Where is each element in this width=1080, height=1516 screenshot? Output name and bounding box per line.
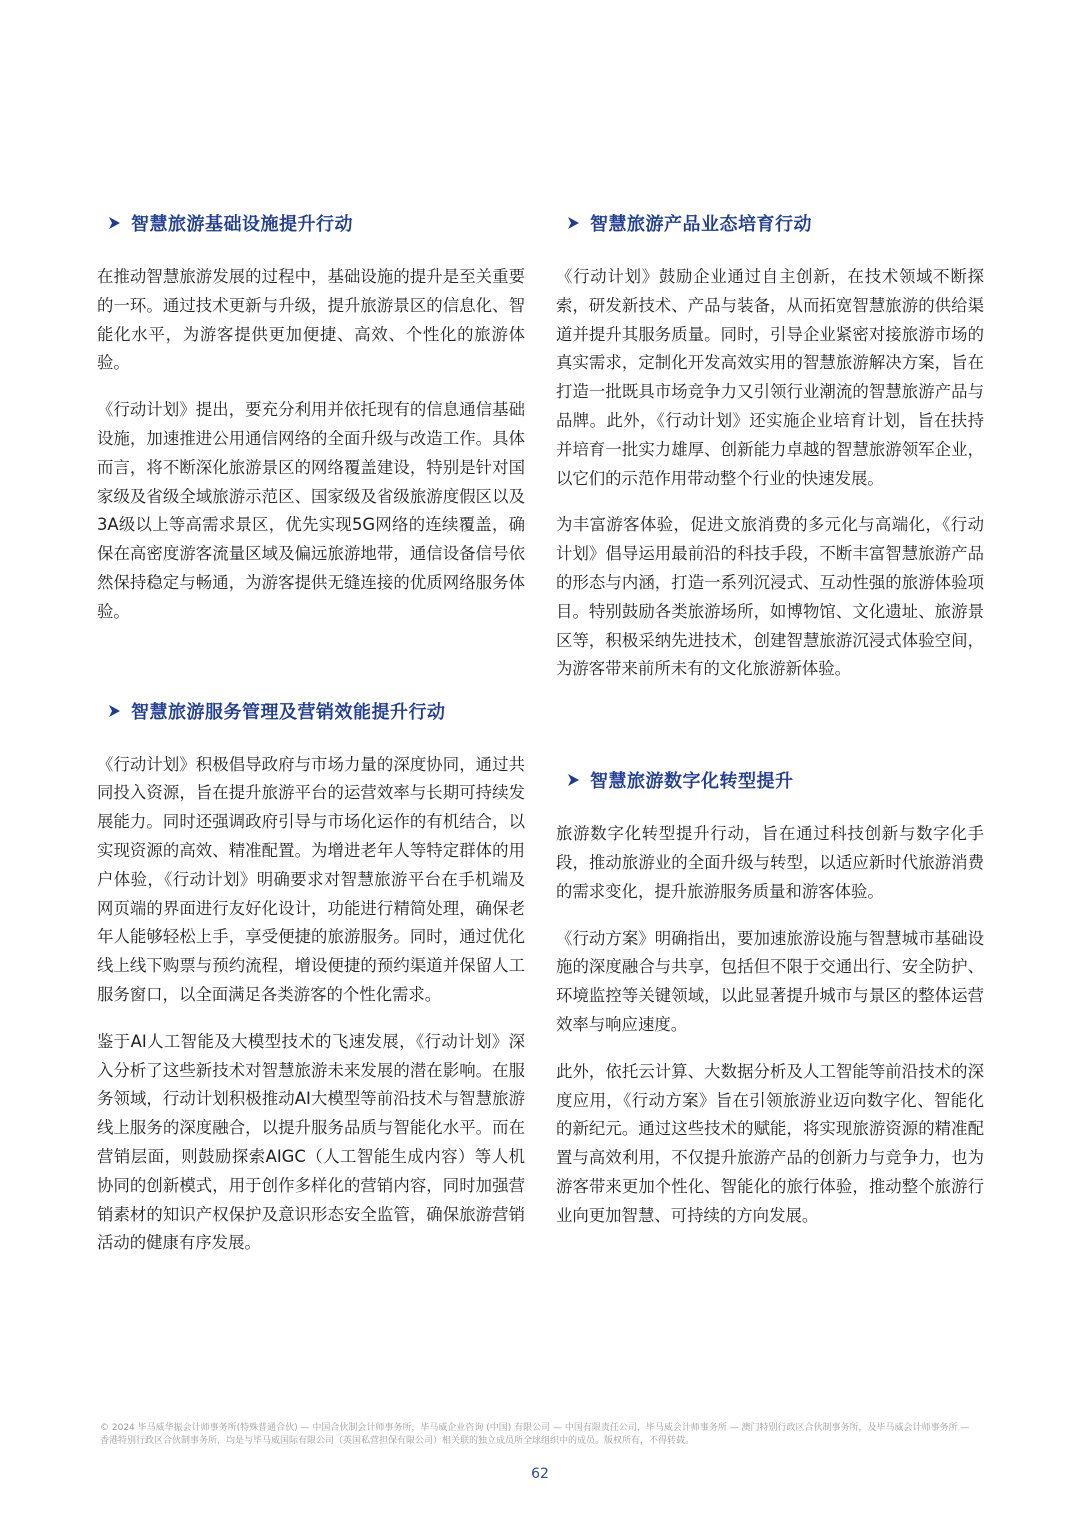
arrow-right-icon <box>566 216 580 230</box>
section-heading-text: 智慧旅游服务管理及营销效能提升行动 <box>131 701 446 723</box>
paragraph: 为丰富游客体验，促进文旅消费的多元化与高端化，《行动计划》倡导运用最前沿的科技手段，不断丰富智慧旅游产品的形态与内涵，打造一系列沉浸式、互动性强的旅游体验项目。特别鼓励各类旅游场所，如博物馆、文化遗址、旅游景区等，积极采纳先进技术，创建智慧旅游沉浸式体验空间，为游客带来前所未有的文化旅游新体验。 <box>556 515 984 679</box>
paragraph: 《行动计划》积极倡导政府与市场力量的深度协同，通过共同投入资源，旨在提升旅游平台的运营效率与长期可持续发展能力。同时还强调政府引导与市场化运作的有机结合，以实现资源的高效、精准配置。为增进老年人等特定群体的用户体验，《行动计划》明确要求对智慧旅游平台在手机端及网页端的界面进行友好化设计，功能进行精简处理，确保老年人能够轻松上手，享受便捷的旅游服务。同时，通过优化线上线下购票与预约流程，增设便捷的预约渠道并保留人工服务窗口，以全面满足各类游客的个性化需求。 <box>97 754 525 1004</box>
paragraph: 《行动计划》鼓励企业通过自主创新，在技术领域不断探索，研发新技术、产品与装备，从而拓宽智慧旅游的供给渠道并提升其服务质量。同时，引导企业紧密对接旅游市场的真实需求，定制化开发高效实用的智慧旅游解决方案，旨在打造一批既具市场竞争力又引领行业潮流的智慧旅游产品与品牌。此外，《行动计划》还实施企业培育计划，旨在扶持并培育一批实力雄厚、创新能力卓越的智慧旅游领军企业，以它们的示范作用带动整个行业的快速发展。 <box>556 267 984 488</box>
paragraph: 鉴于AI人工智能及大模型技术的飞速发展，《行动计划》深入分析了这些新技术对智慧旅游未来发展的潜在影响。在服务领域，行动计划积极推动AI大模型等前沿技术与智慧旅游线上服务的深度融合，以提升服务品质与智能化水平。而在营销层面，则鼓励探索AIGC（人工智能生成内容）等人机协同的创新模式，用于创作多样化的营销内容，同时加强营销素材的知识产权保护及意识形态安全监管，确保旅游营销活动的健康有序发展。 <box>97 1031 525 1253</box>
section-heading <box>97 205 525 241</box>
section-service-marketing <box>97 693 525 1259</box>
section-heading <box>97 693 525 729</box>
paragraph: 旅游数字化转型提升行动，旨在通过科技创新与数字化手段，推动旅游业的全面升级与转型，以适应新时代旅游消费的需求变化，提升旅游服务质量和游客体验。 <box>556 824 984 901</box>
paragraph: 此外，依托云计算、大数据分析及人工智能等前沿技术的深度应用，《行动方案》旨在引领旅游业迈向数字化、智能化的新纪元。通过这些技术的赋能，将实现旅游资源的精准配置与高效利用，不仅提升旅游产品的创新力与竞争力，也为游客带来更加个性化、智能化的旅行体验，推动整个旅游行业向更加智慧、可持续的方向发展。 <box>556 1061 984 1225</box>
paragraph: 《行动方案》明确指出，要加速旅游设施与智慧城市基础设施的深度融合与共享，包括但不限于交通出行、安全防护、环境监控等关键领域，以此显著提升城市与景区的整体运营效率与响应速度。 <box>556 928 984 1034</box>
paragraph: 在推动智慧旅游发展的过程中，基础设施的提升是至关重要的一环。通过技术更新与升级，提升旅游景区的信息化、智能化水平，为游客提供更加便捷、高效、个性化的旅游体验。 <box>97 267 525 373</box>
right-column <box>556 205 984 1249</box>
paragraph: 《行动计划》提出，要充分利用并依托现有的信息通信基础设施，加速推进公用通信网络的全面升级与改造工作。具体而言，将不断深化旅游景区的网络覆盖建设，特别是针对国家级及省级全域旅游示范区、国家级及省级旅游度假区以及3A级以上等高需求景区，优先实现5G网络的连续覆盖，确保在高密度游客流量区域及偏远旅游地带，通信设备信号依然保持稳定与畅通，为游客提供无缝连接的优质网络服务体验。 <box>97 400 525 621</box>
page-number: 62 <box>531 1466 549 1482</box>
arrow-right-icon <box>107 216 121 230</box>
section-heading <box>556 762 984 798</box>
left-column <box>97 205 525 1276</box>
section-digital-transformation <box>556 762 984 1230</box>
arrow-right-icon <box>566 773 580 787</box>
section-heading-text: 智慧旅游数字化转型提升 <box>590 771 794 793</box>
section-heading-text: 智慧旅游产品业态培育行动 <box>590 214 812 235</box>
section-infrastructure <box>97 205 525 627</box>
section-product-cultivation <box>556 205 984 684</box>
copyright-notice: © 2024 毕马威华振会计师事务所(特殊普通合伙) — 中国合伙制会计师事务所，毕马威企业咨询 (中国) 有限公司 — 中国有限责任公司，毕马威会计师事务所 — 澳门特别行政区合伙制事务所，及毕马威会计师事务所 — 香港特别行政区合伙制事务所，均是与毕马威国际有限公司（英国私营担保有限公司）相关联的独立成员所全球组织中的成员。版权所有，不得转载。 <box>100 1423 970 1446</box>
section-heading <box>556 205 984 241</box>
section-heading-text: 智慧旅游基础设施提升行动 <box>131 214 353 235</box>
arrow-right-icon <box>107 704 121 718</box>
